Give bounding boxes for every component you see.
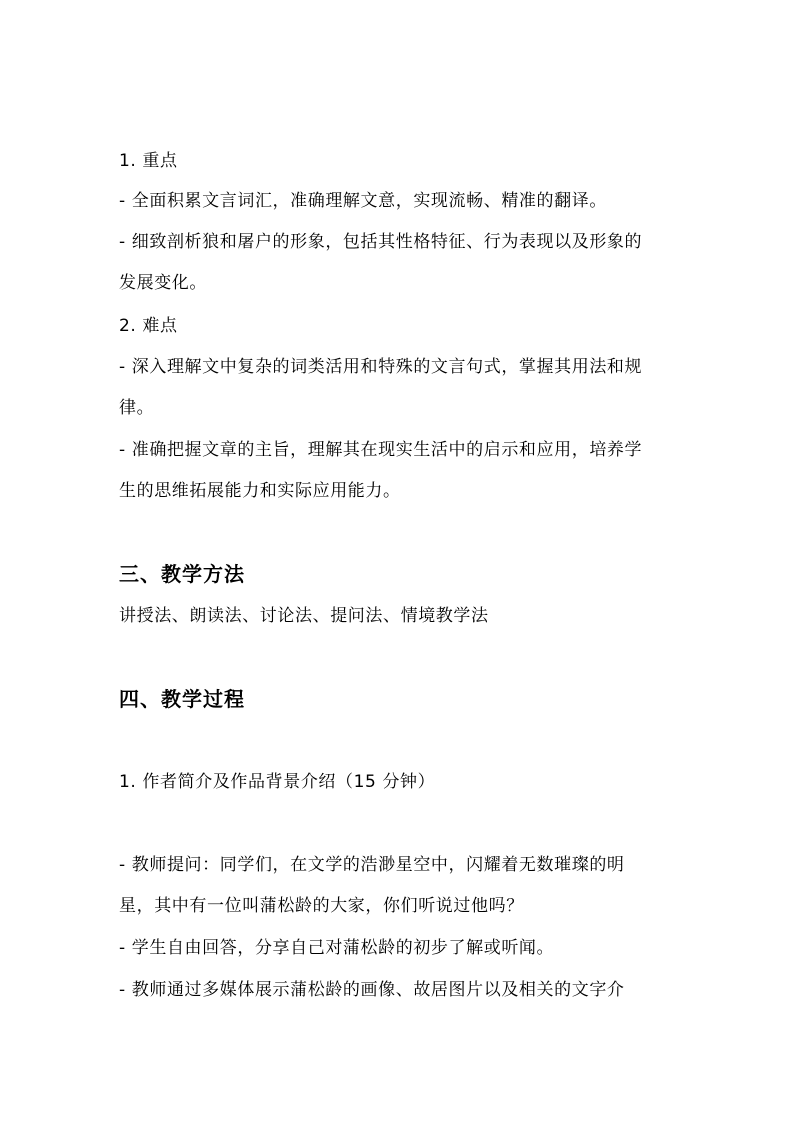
process-line-1: - 教师提问：同学们，在文学的浩渺星空中，闪耀着无数璀璨的明 — [119, 855, 625, 875]
process-line-4: - 教师通过多媒体展示蒲松龄的画像、故居图片以及相关的文字介 — [119, 980, 625, 1000]
key-point-line-3: 发展变化。 — [119, 273, 207, 293]
difficulties-title: 2. 难点 — [119, 316, 178, 336]
methods-text: 讲授法、朗读法、讨论法、提问法、情境教学法 — [119, 606, 489, 626]
process-line-2: 星，其中有一位叫蒲松龄的大家，你们听说过他吗？ — [119, 896, 524, 916]
difficulty-line-4: 生的思维拓展能力和实际应用能力。 — [119, 481, 401, 501]
step1-title: 1. 作者简介及作品背景介绍（15 分钟） — [119, 772, 436, 792]
key-point-line-2: - 细致剖析狼和屠户的形象，包括其性格特征、行为表现以及形象的 — [119, 232, 643, 252]
difficulty-line-2: 律。 — [119, 398, 155, 418]
methods-heading: 三、教学方法 — [119, 562, 245, 586]
key-point-line-1: - 全面积累文言词汇，准确理解文意，实现流畅、精准的翻译。 — [119, 191, 607, 211]
difficulty-line-3: - 准确把握文章的主旨，理解其在现实生活中的启示和应用，培养学 — [119, 440, 643, 460]
key-points-title: 1. 重点 — [119, 151, 178, 171]
process-heading: 四、教学过程 — [119, 687, 245, 711]
difficulty-line-1: - 深入理解文中复杂的词类活用和特殊的文言句式，掌握其用法和规 — [119, 357, 643, 377]
process-line-3: - 学生自由回答，分享自己对蒲松龄的初步了解或听闻。 — [119, 938, 555, 958]
